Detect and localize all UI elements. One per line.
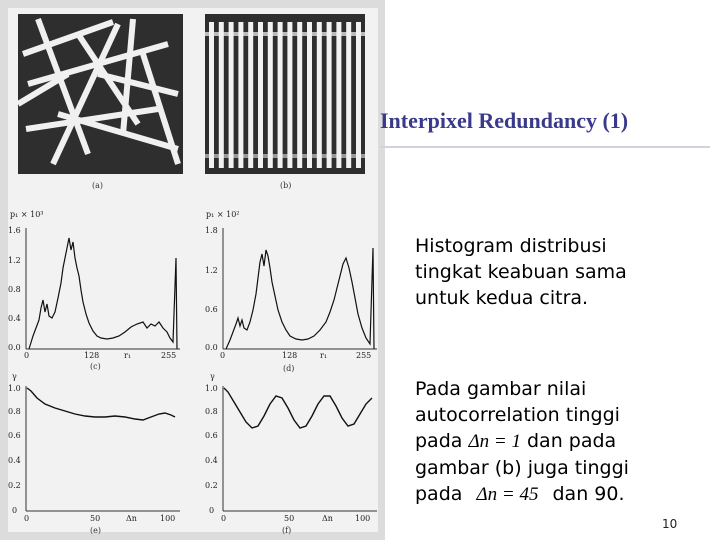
tick-label: 100 (355, 514, 371, 523)
text-line (415, 481, 629, 508)
tick-label: 255 (161, 351, 177, 360)
tick-label: 100 (160, 514, 176, 523)
slide-title: Interpixel Redundancy (1) (380, 108, 629, 133)
image-a-random-bars (18, 14, 183, 174)
tick-label: 0.8 (205, 407, 218, 416)
text-fragment: pada (415, 430, 463, 452)
tick-label: 0.2 (8, 481, 21, 490)
tick-label: 1.0 (205, 384, 218, 393)
tick-label: 0.6 (8, 431, 21, 440)
tick-label: 0 (24, 514, 30, 523)
tick-label: 0.4 (8, 314, 21, 323)
tick-label: 0.6 (205, 431, 218, 440)
vertical-bar (287, 22, 292, 168)
caption-e: (e) (90, 526, 101, 535)
text-line: autocorrelation tinggi (415, 404, 620, 426)
tick-label: 0 (12, 506, 18, 515)
equation-delta-n-45: Δn = 45 (476, 484, 539, 505)
vertical-bar (268, 22, 273, 168)
auto-ylabel-left: γ (12, 372, 17, 381)
tick-label: 0.4 (8, 456, 21, 465)
vertical-bar (278, 22, 283, 168)
tick-label: 1.6 (8, 226, 21, 235)
tick-label: Δn (126, 514, 137, 523)
tick-label: 0.4 (205, 456, 218, 465)
tick-label: Δn (322, 514, 333, 523)
page-number: 10 (662, 517, 678, 531)
caption-b: (b) (280, 181, 292, 190)
vertical-bar (336, 22, 341, 168)
autocorrelation-e (25, 386, 180, 512)
tick-label: 1.2 (8, 256, 21, 265)
tick-label: 0.2 (205, 481, 218, 490)
paragraph-autocorrelation (415, 376, 629, 508)
tick-label: 128 (84, 351, 100, 360)
histogram-d (222, 228, 377, 350)
caption-c: (c) (90, 362, 101, 371)
hist-ylabel-right: p₁ × 10² (206, 210, 240, 219)
tick-label: 0 (221, 514, 227, 523)
title-underline (380, 146, 710, 148)
vertical-bar (307, 22, 312, 168)
vertical-bar (248, 22, 253, 168)
text-line: Pada gambar nilai (415, 378, 587, 400)
paragraph-histogram (415, 233, 627, 311)
vertical-bar (219, 22, 224, 168)
hist-ylabel-left: p₁ × 10³ (10, 210, 44, 219)
text-fragment: pada (415, 483, 463, 505)
tick-label: 1.8 (205, 226, 218, 235)
tick-label: 50 (90, 514, 101, 523)
vertical-bar (356, 22, 361, 168)
text-line: tingkat keabuan sama (415, 261, 627, 283)
tick-label: r₁ (124, 351, 132, 360)
tick-label: 50 (284, 514, 295, 523)
histogram-c (25, 228, 180, 350)
caption-a: (a) (92, 181, 104, 190)
tick-label: 0.6 (205, 305, 218, 314)
vertical-bar (238, 22, 243, 168)
vertical-bar (327, 22, 332, 168)
vertical-bar (297, 22, 302, 168)
vertical-bar (317, 22, 322, 168)
tick-label: 0.0 (205, 343, 218, 352)
image-b-regular-bars (205, 14, 365, 174)
text-fragment: dan 90. (552, 483, 625, 505)
vertical-bar (229, 22, 234, 168)
caption-f: (f) (282, 526, 292, 535)
tick-label: 1.2 (205, 266, 218, 275)
tick-label: r₁ (320, 351, 328, 360)
autocorrelation-f (222, 386, 377, 512)
tick-label: 0 (209, 506, 215, 515)
vertical-bar (258, 22, 263, 168)
equation-delta-n-1: Δn = 1 (468, 431, 521, 452)
auto-ylabel-right: γ (210, 372, 215, 381)
vertical-bar (346, 22, 351, 168)
text-line: gambar (b) juga tinggi (415, 457, 629, 479)
caption-d: (d) (283, 364, 295, 373)
text-line (415, 428, 629, 455)
text-fragment: dan pada (527, 430, 617, 452)
tick-label: 0 (24, 351, 30, 360)
tick-label: 255 (356, 351, 372, 360)
tick-label: 0 (220, 351, 226, 360)
text-line: Histogram distribusi (415, 235, 607, 257)
tick-label: 0.8 (8, 407, 21, 416)
tick-label: 1.0 (8, 384, 21, 393)
vertical-bar (209, 22, 214, 168)
tick-label: 0.8 (8, 285, 21, 294)
text-line: untuk kedua citra. (415, 287, 589, 309)
tick-label: 0.0 (8, 343, 21, 352)
tick-label: 128 (282, 351, 298, 360)
